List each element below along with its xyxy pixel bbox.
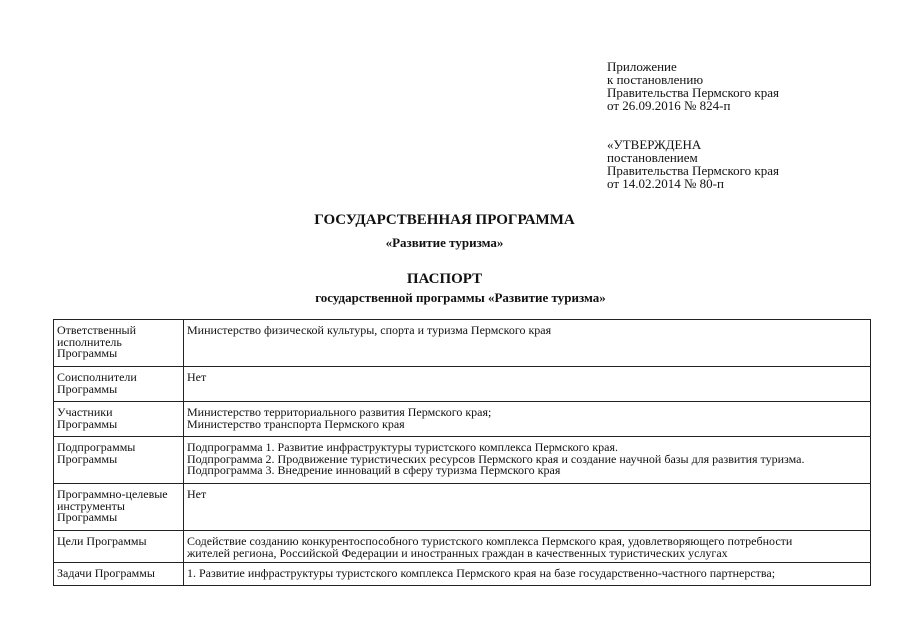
table-row: [54, 437, 871, 484]
label-line: Соисполнители: [57, 370, 137, 384]
passport-title: ПАСПОРТ: [406, 271, 483, 287]
table-row: [54, 563, 871, 586]
appendix-block: [607, 60, 779, 112]
row-label-coexecutors: [54, 367, 184, 402]
table-row: [54, 484, 871, 531]
table-row: [54, 367, 871, 402]
value-line: Подпрограмма 2. Продвижение туристических ресурсов Пермского края и создание научной базы для развития туризма.: [187, 451, 805, 466]
approval-line: «УТВЕРЖДЕНА: [607, 137, 702, 152]
row-value-tasks: [184, 563, 871, 586]
label-line: инструменты: [57, 498, 125, 513]
appendix-line: Приложение: [607, 59, 677, 74]
value-line: Министерство территориального развития Пермского края;: [187, 405, 492, 419]
passport-subtitle: государственной программы «Развитие туризма»: [315, 290, 606, 305]
passport-table: [53, 319, 871, 586]
label-line: исполнитель: [57, 334, 122, 349]
approval-line: постановлением: [607, 150, 698, 165]
program-title: ГОСУДАРСТВЕННАЯ ПРОГРАММА: [314, 212, 575, 228]
label-line: Ответственный: [57, 323, 137, 337]
appendix-line: к постановлению: [607, 72, 704, 87]
row-label-instruments: [54, 484, 184, 531]
approval-block: [607, 138, 779, 190]
appendix-line: от 26.09.2016 № 824-п: [607, 98, 731, 113]
label-line: Программы: [57, 451, 118, 466]
row-label-goals: [54, 531, 184, 563]
label-line: Цели Программы: [57, 534, 147, 548]
row-label-responsible: [54, 320, 184, 367]
row-value-goals: [184, 531, 871, 563]
value-line: жителей региона, Российской Федерации и иностранных граждан в качественных туристических услугах: [187, 545, 728, 560]
label-line: Программы: [57, 381, 118, 396]
label-line: Задачи Программы: [57, 566, 155, 580]
label-line: Программы: [57, 416, 118, 431]
approval-line: Правительства Пермского края: [607, 163, 779, 178]
row-value-subprograms: [184, 437, 871, 484]
value-line: Подпрограмма 3. Внедрение инноваций в сферу туризма Пермского края: [187, 463, 561, 477]
value-line: 1. Развитие инфраструктуры туристского комплекса Пермского края на базе государственно-частного партнерства;: [187, 566, 776, 580]
row-value-instruments: [184, 484, 871, 531]
label-line: Программы: [57, 346, 118, 360]
value-line: Министерство физической культуры, спорта и туризма Пермского края: [187, 323, 552, 337]
program-name: «Развитие туризма»: [385, 235, 504, 250]
table-row: [54, 320, 871, 367]
value-line: Содействие созданию конкурентоспособного туристского комплекса Пермского края, удовлетворяющего потребности: [187, 534, 793, 548]
value-line: Министерство транспорта Пермского края: [187, 416, 405, 431]
label-line: Программы: [57, 510, 118, 524]
appendix-line: Правительства Пермского края: [607, 85, 779, 100]
label-line: Участники: [57, 405, 113, 419]
row-value-responsible: [184, 320, 871, 367]
label-line: Программно-целевые: [57, 487, 168, 501]
value-line: Нет: [187, 370, 207, 384]
approval-line: от 14.02.2014 № 80-п: [607, 176, 724, 191]
table-row: [54, 531, 871, 563]
row-label-subprograms: [54, 437, 184, 484]
value-line: Нет: [187, 487, 207, 501]
value-line: Подпрограмма 1. Развитие инфраструктуры туристского комплекса Пермского края.: [187, 440, 618, 454]
row-label-participants: [54, 402, 184, 437]
row-label-tasks: [54, 563, 184, 586]
row-value-coexecutors: [184, 367, 871, 402]
table-row: [54, 402, 871, 437]
row-value-participants: [184, 402, 871, 437]
label-line: Подпрограммы: [57, 440, 136, 454]
